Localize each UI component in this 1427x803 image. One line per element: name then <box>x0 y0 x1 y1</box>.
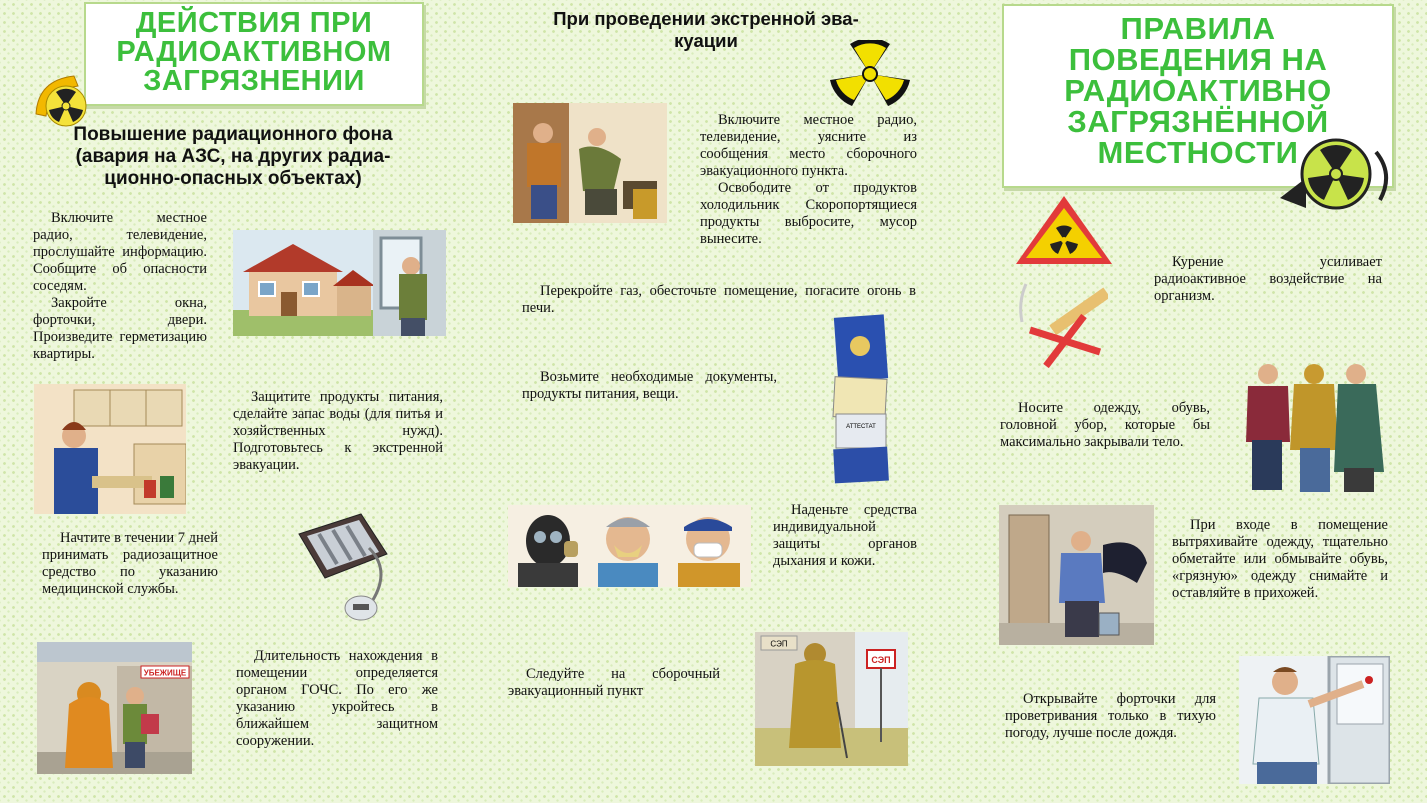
radiation-circle-icon <box>1276 138 1394 210</box>
radiation-trefoil-icon <box>824 40 916 108</box>
radiation-icon <box>28 70 94 128</box>
shelter-sign-text: УБЕЖИЩЕ <box>143 668 187 678</box>
sep-sign-text-1: СЭП <box>770 639 788 649</box>
opening-window-picture <box>1239 656 1390 784</box>
sep-sign-text-2: СЭП <box>871 655 891 665</box>
col1-block-1: Включите местное радио, телевидение, прослушайте информацию. Сообщите об опасности соседям. Закройте окна, форточки, двери. Произведите герметизацию квартиры. <box>33 210 207 362</box>
col3-block-2: Носите одежду, обувь, головной убор, которые бы максимально закрывали тело. <box>1000 400 1210 450</box>
col1-title: ДЕЙСТВИЯ ПРИ РАДИОАКТИВНОМ ЗАГРЯЗНЕНИИ <box>84 2 424 106</box>
col3-block-3: При входе в помещение вытряхивайте одежду, тщательно обметайте или обмывайте обувь, «грязную» одежду снимайте и оставляйте в прихожей. <box>1172 517 1388 601</box>
radiation-warning-triangle-icon <box>1014 194 1114 266</box>
packing-picture <box>513 103 667 223</box>
col1-block-3: Защитите продукты питания, сделайте запас воды (для питья и хозяйственных нужд). Подготовьтесь к экстренной эвакуации. <box>233 389 443 473</box>
col2-block-6: Следуйте на сборочный эвакуационный пункт <box>508 666 720 699</box>
documents-picture <box>830 314 892 484</box>
col1-block-5: Длительность нахождения в помещении определяется органом ГОЧС. По его же указанию укройтесь в ближайшем защитном сооружении. <box>236 648 438 749</box>
col3-block-4: Открывайте форточки для проветривания только в тихую погоду, лучше после дождя. <box>1005 691 1216 741</box>
no-smoking-icon <box>1016 282 1108 368</box>
entering-room-picture <box>999 505 1154 645</box>
col2-block-4: Возьмите необходимые документы, продукты питания, вещи. <box>522 369 777 402</box>
house-picture <box>233 230 446 336</box>
col3-block-1: Курение усиливает радиоактивное воздействие на организм. <box>1154 254 1382 304</box>
col1-subtitle: Повышение радиационного фона (авария на АЗС, на других радиа- ционно-опасных объектах) <box>73 124 393 189</box>
document-label: АТТЕСТАТ <box>846 424 876 430</box>
col2-block-1: Включите местное радио, телевидение, уясните из сообщения место сборочного эвакуационного пункта. Освободите от продуктов холодильник Скоропортящиеся продукты выбросите, мусор вынесите. <box>700 112 917 247</box>
col3-title: ПРАВИЛА ПОВЕДЕНИЯ НА РАДИОАКТИВНО ЗАГРЯЗНЁННОЙ МЕСТНОСТИ <box>1002 4 1394 188</box>
col2-block-5: Наденьте средства индивидуальной защиты органов дыхания и кожи. <box>773 502 917 569</box>
protection-picture <box>508 505 751 587</box>
kitchen-picture <box>34 384 186 514</box>
protective-clothing-picture <box>1238 360 1386 495</box>
col2-title: При проведении экстренной эва- куации <box>553 8 859 51</box>
shelter-picture <box>37 642 192 774</box>
evacuation-point-picture <box>755 632 908 766</box>
medkit-picture <box>295 512 395 624</box>
col2-block-3: Перекройте газ, обесточьте помещение, погасите огонь в печи. <box>522 283 916 316</box>
col1-block-4: Начтите в течении 7 дней принимать радиозащитное средство по указанию медицинской службы. <box>42 530 218 597</box>
